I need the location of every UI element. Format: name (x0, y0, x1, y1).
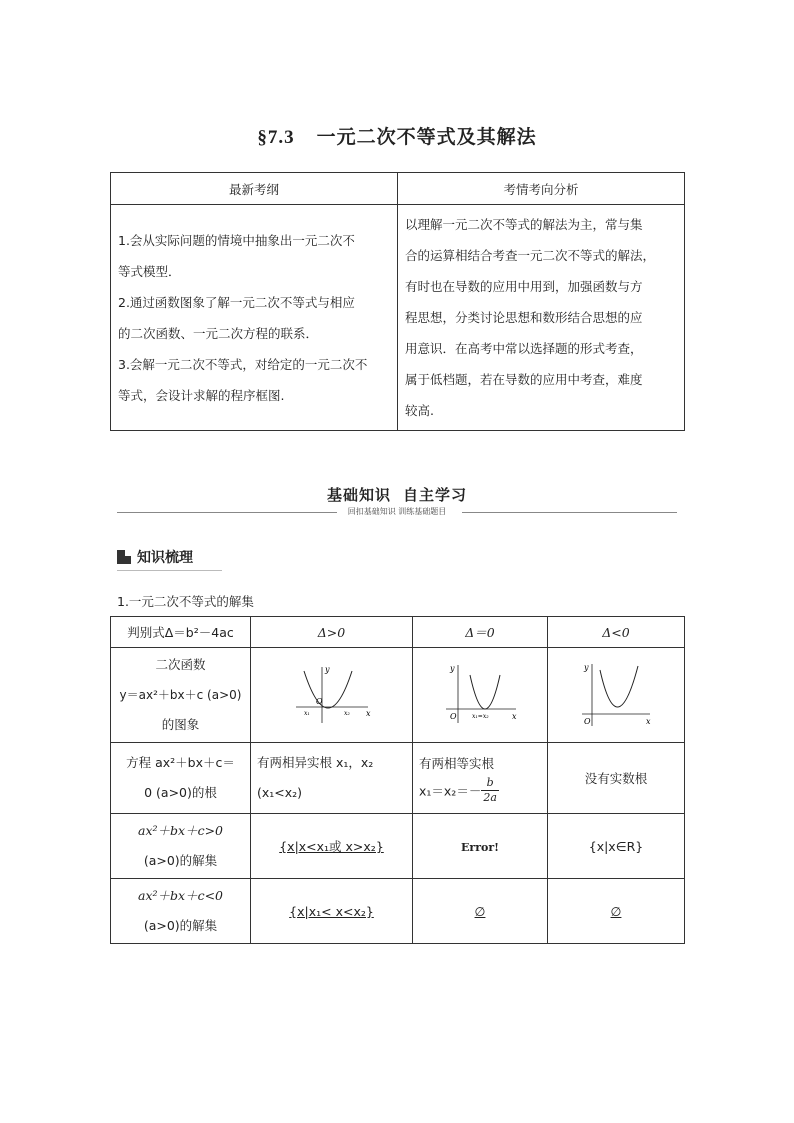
item1-title: 1.一元二次不等式的解集 (117, 594, 254, 609)
origin-label: O (584, 716, 591, 726)
banner-subtitle: 回扣基础知识 训练基础题目 (347, 507, 447, 516)
roots-two-equal (413, 743, 548, 814)
formula-prefix: x₁＝x₂＝－ (419, 783, 482, 798)
lt-row-label (111, 879, 251, 944)
lt-label-line: ax²＋bx＋c<0 (138, 888, 223, 903)
gt-label-line: (a>0)的解集 (143, 853, 218, 868)
outline-right-line: 以理解一元二次不等式的解法为主，常与集 (405, 217, 643, 232)
solution-set-table (110, 616, 685, 944)
lt-label-line: (a>0)的解集 (143, 918, 218, 933)
outline-right-line: 程思想，分类讨论思想和数形结合思想的应 (405, 310, 643, 325)
x-axis-label: x (646, 716, 651, 726)
outline-left-line: 2.通过函数图象了解一元二次不等式与相应 (118, 294, 355, 310)
table-row (111, 879, 685, 944)
empty-set-text: ∅ (474, 903, 486, 919)
gt-label-line: ax²＋bx＋c>0 (138, 823, 223, 838)
section-banner (0, 484, 794, 505)
gt-solution-no-root (548, 814, 685, 879)
fraction-denominator: 2a (483, 790, 497, 804)
roots-text: (x₁<x₂) (257, 785, 303, 800)
header-delta-positive: Δ>0 (251, 617, 413, 648)
y-axis-label: y (450, 663, 455, 673)
parabola-no-root-graph (578, 660, 654, 728)
table-row (111, 743, 685, 814)
origin-label: O (450, 711, 457, 721)
roots-two-distinct (251, 743, 413, 814)
outline-right-cell (398, 205, 685, 431)
graph-label-line: y＝ax²＋bx＋c (a>0) (119, 688, 242, 702)
x-axis-label: x (365, 708, 371, 718)
section-title: 一元二次不等式及其解法 (316, 126, 537, 148)
outline-left-line: 3.会解一元二次不等式，对给定的一元二次不 (118, 356, 368, 372)
error-text: Error! (461, 840, 499, 854)
knowledge-heading (117, 547, 193, 567)
root1-label: x₁ (303, 709, 310, 717)
roots-text: 有两相异实根 x₁，x₂ (257, 755, 374, 770)
root2-label: x₂ (343, 709, 350, 717)
fraction-numerator: b (481, 776, 499, 791)
banner-title-a: 基础知识 (326, 486, 391, 504)
outline-right-line: 较高. (405, 403, 434, 418)
outline-right-line: 用意识．在高考中常以选择题的形式考查， (405, 341, 643, 356)
outline-left-line: 等式，会设计求解的程序框图. (118, 387, 285, 403)
solution-set-text: {x|x<x₁或 x>x₂} (279, 839, 384, 854)
graph-one-root (413, 648, 548, 743)
gt-solution-two-roots (251, 814, 413, 879)
graph-row-label (111, 648, 251, 743)
solution-set-text: {x|x₁< x<x₂} (289, 903, 374, 919)
table-row (111, 648, 685, 743)
heading-square-icon (117, 550, 131, 564)
graph-two-roots (251, 648, 413, 743)
outline-right-line: 有时也在导数的应用中用到，加强函数与方 (405, 279, 643, 294)
origin-label: O (315, 696, 323, 706)
outline-right-line: 合的运算相结合考查一元二次不等式的解法， (405, 248, 656, 263)
outline-header-right: 考情考向分析 (398, 173, 685, 205)
graph-label-line: 的图象 (161, 717, 200, 732)
roots-row-label (111, 743, 251, 814)
roots-none: 没有实数根 (548, 743, 685, 814)
gt-solution-double-root (413, 814, 548, 879)
heading-underline (117, 570, 222, 571)
graph-no-root (548, 648, 685, 743)
header-discriminant: 判别式Δ＝b²－4ac (111, 617, 251, 648)
fraction (481, 776, 499, 805)
exam-outline-table (110, 172, 685, 431)
y-axis-label: y (324, 664, 330, 674)
outline-left-line: 等式模型． (118, 263, 181, 279)
gt-row-label (111, 814, 251, 879)
outline-left-cell (111, 205, 398, 431)
parabola-double-root-graph (442, 661, 518, 727)
page-title (0, 122, 794, 149)
x-axis-label: x (512, 711, 517, 721)
y-axis-label: y (584, 662, 589, 672)
banner-title-b: 自主学习 (403, 486, 468, 504)
double-root-formula (419, 776, 543, 805)
lt-solution-double-root (413, 879, 548, 944)
empty-set-text: ∅ (610, 903, 622, 919)
lt-solution-no-root (548, 879, 685, 944)
header-delta-negative: Δ<0 (548, 617, 685, 648)
table-row (111, 617, 685, 648)
roots-label-line: 0 (a>0)的根 (144, 785, 217, 800)
lt-solution-two-roots (251, 879, 413, 944)
knowledge-heading-text: 知识梳理 (137, 550, 193, 566)
outline-header-left: 最新考纲 (111, 173, 398, 205)
outline-left-line: 1.会从实际问题的情境中抽象出一元二次不 (118, 232, 355, 248)
solution-set-text: {x|x∈R} (588, 838, 644, 854)
double-root-label: x₁=x₂ (472, 712, 489, 720)
roots-label-line: 方程 ax²＋bx＋c＝ (126, 755, 235, 770)
section-number: §7.3 (257, 127, 295, 148)
outline-right-line: 属于低档题，若在导数的应用中考查，难度 (405, 372, 643, 387)
graph-label-line: 二次函数 (155, 657, 206, 672)
parabola-two-roots-graph (292, 663, 372, 725)
outline-left-line: 的二次函数、一元二次方程的联系． (118, 325, 319, 341)
table-row (111, 814, 685, 879)
roots-text: 有两相等实根 (419, 755, 495, 771)
header-delta-zero: Δ＝0 (413, 617, 548, 648)
